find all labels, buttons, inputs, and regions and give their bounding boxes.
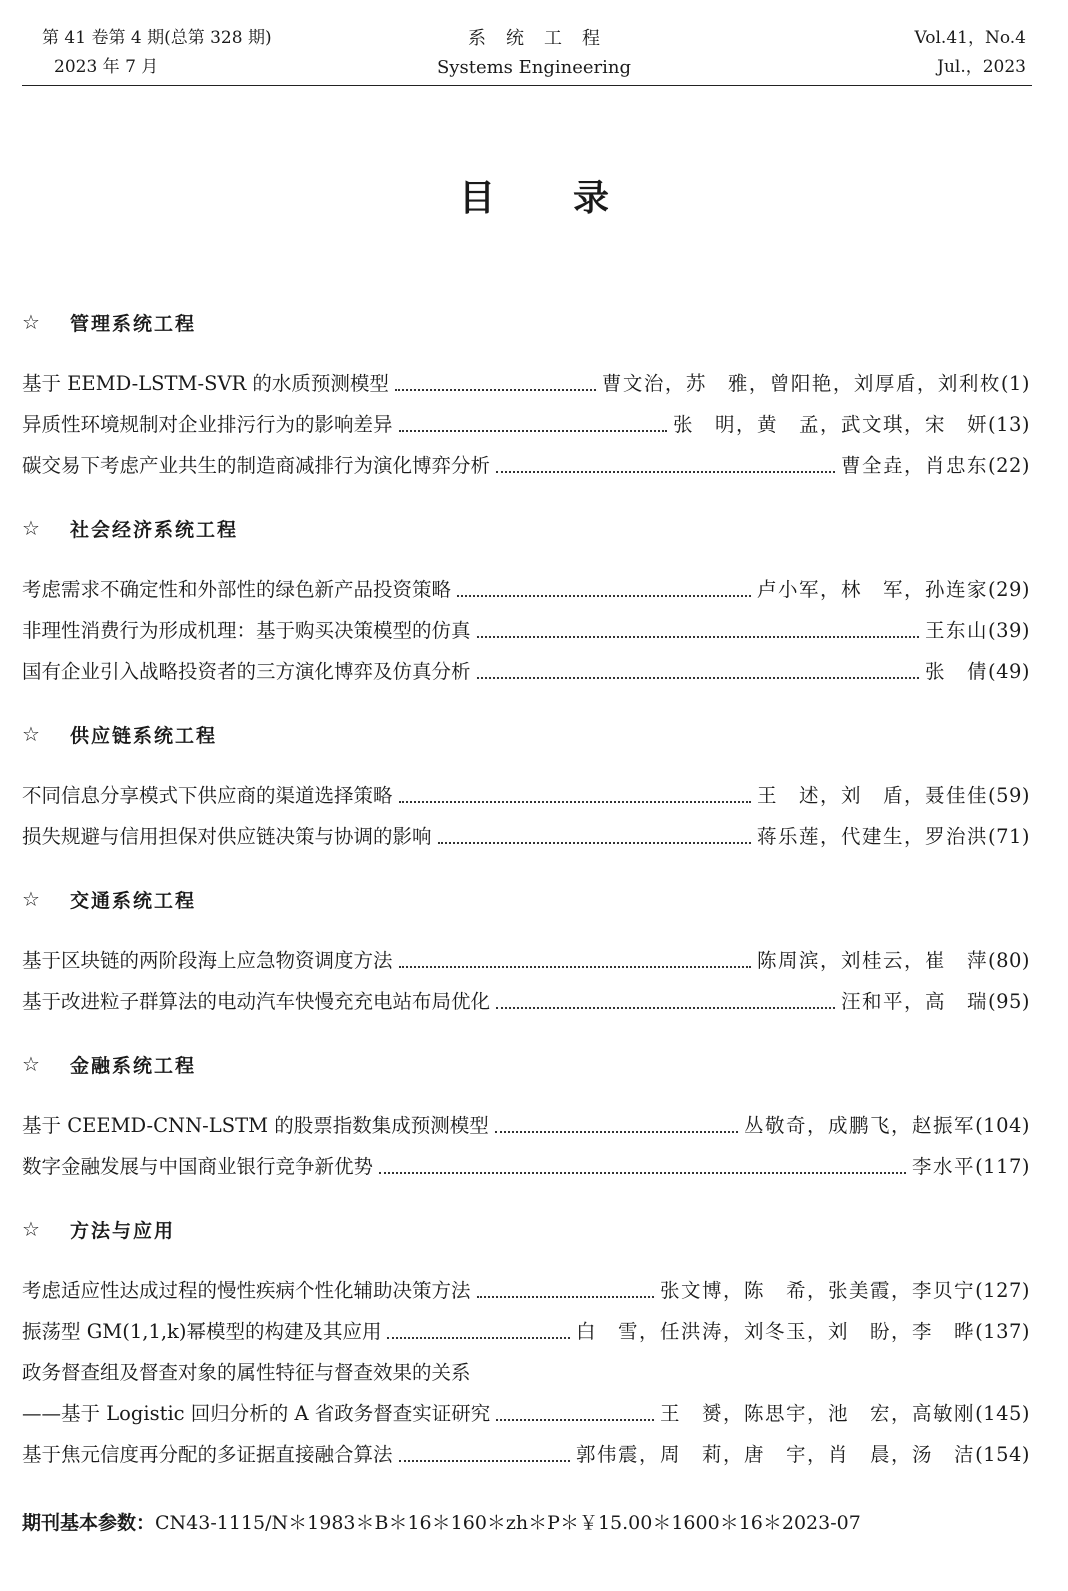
toc-section	[22, 877, 1030, 1042]
article-title: 基于 EEMD-LSTM-SVR 的水质预测模型	[22, 372, 389, 395]
header-volume-en	[915, 24, 1026, 82]
toc-entry	[22, 940, 1030, 981]
dot-leader	[395, 389, 596, 391]
article-page: (145)	[975, 1402, 1030, 1425]
toc-entry	[22, 445, 1030, 486]
section-name: 管理系统工程	[70, 312, 197, 335]
dot-leader	[495, 1131, 738, 1133]
dot-leader	[496, 1419, 654, 1421]
article-page: (29)	[987, 578, 1030, 601]
toc-entry	[22, 1270, 1030, 1311]
header-date-cn: 2023 年 7 月	[54, 57, 159, 77]
article-page: (22)	[987, 454, 1030, 477]
toc-entry	[22, 1434, 1030, 1475]
star-icon: ☆	[22, 1217, 42, 1241]
section-name: 社会经济系统工程	[70, 518, 239, 541]
toc-section	[22, 712, 1030, 877]
star-icon: ☆	[22, 1052, 42, 1076]
article-title: 不同信息分享模式下供应商的渠道选择策略	[22, 784, 393, 807]
table-of-contents	[22, 300, 1030, 1495]
article-page: (80)	[987, 949, 1030, 972]
article-title: ——基于 Logistic 回归分析的 A 省政务督查实证研究	[22, 1402, 491, 1425]
toc-section	[22, 506, 1030, 712]
toc-entry	[22, 1146, 1030, 1187]
article-authors: 卢小军，林 军，孙连家	[756, 578, 988, 601]
article-authors: 蒋乐莲，代建生，罗治洪	[756, 825, 988, 848]
toc-entry	[22, 651, 1030, 692]
section-name: 交通系统工程	[70, 889, 197, 912]
article-title: 异质性环境规制对企业排污行为的影响差异	[22, 413, 393, 436]
article-authors: 王东山	[924, 619, 988, 642]
dot-leader	[457, 595, 751, 597]
page-header	[22, 18, 1046, 88]
dot-leader	[399, 966, 751, 968]
section-heading	[22, 1207, 1030, 1251]
journal-name-en: Systems Engineering	[436, 57, 632, 78]
section-heading	[22, 1042, 1030, 1086]
dot-leader	[387, 1337, 570, 1339]
star-icon: ☆	[22, 887, 42, 911]
article-title: 国有企业引入战略投资者的三方演化博弈及仿真分析	[22, 660, 471, 683]
toc-entry	[22, 1311, 1030, 1352]
toc-entry	[22, 1105, 1030, 1146]
article-page: (117)	[975, 1155, 1030, 1178]
toc-entry	[22, 610, 1030, 651]
article-page: (1)	[1000, 372, 1030, 395]
article-title: 考虑需求不确定性和外部性的绿色新产品投资策略	[22, 578, 452, 601]
article-authors: 李水平	[912, 1155, 976, 1178]
dot-leader	[399, 1460, 571, 1462]
article-authors: 白 雪，任洪涛，刘冬玉，刘 盼，李 晔	[576, 1320, 976, 1343]
dot-leader	[399, 430, 667, 432]
toc-entry	[22, 981, 1030, 1022]
article-authors: 张文博，陈 希，张美霞，李贝宁	[660, 1279, 976, 1302]
journal-name-cn: 系统工程	[468, 28, 620, 49]
toc-title: 目录	[458, 178, 687, 219]
header-vol-no: Vol.41，No.4	[914, 28, 1026, 48]
dot-leader	[379, 1172, 906, 1174]
header-journal-name	[22, 24, 1046, 82]
article-authors: 张 明，黄 孟，武文琪，宋 妍	[672, 413, 988, 436]
toc-entry	[22, 363, 1030, 404]
article-authors: 汪和平，高 瑞	[840, 990, 988, 1013]
section-heading	[22, 506, 1030, 550]
article-authors: 陈周滨，刘桂云，崔 萍	[756, 949, 988, 972]
toc-section	[22, 1207, 1030, 1495]
article-page: (137)	[975, 1320, 1030, 1343]
article-authors: 曹文治，苏 雅，曾阳艳，刘厚盾，刘利枚	[601, 372, 1001, 395]
header-volume-issue: 第 41 卷第 4 期(总第 328 期)	[42, 28, 272, 48]
section-name: 供应链系统工程	[70, 724, 218, 747]
dot-leader	[477, 1296, 655, 1298]
article-title: 基于改进粒子群算法的电动汽车快慢充充电站布局优化	[22, 990, 491, 1013]
journal-parameters-value: CN43-1115/N＊1983＊B＊16＊160＊zh＊P＊￥15.00＊1600＊16＊2023-07	[155, 1512, 861, 1534]
article-title: 基于 CEEMD-CNN-LSTM 的股票指数集成预测模型	[22, 1114, 489, 1137]
section-heading	[22, 712, 1030, 756]
header-rule	[22, 85, 1032, 86]
toc-entry	[22, 816, 1030, 857]
section-heading	[22, 300, 1030, 344]
article-authors: 王 述，刘 盾，聂佳佳	[756, 784, 988, 807]
toc-entry	[22, 404, 1030, 445]
article-page: (13)	[987, 413, 1030, 436]
star-icon: ☆	[22, 722, 42, 746]
article-title: 考虑适应性达成过程的慢性疾病个性化辅助决策方法	[22, 1279, 471, 1302]
article-title: 基于区块链的两阶段海上应急物资调度方法	[22, 949, 393, 972]
article-page: (104)	[975, 1114, 1030, 1137]
toc-section	[22, 300, 1030, 506]
toc-entry	[22, 775, 1030, 816]
article-title: 碳交易下考虑产业共生的制造商减排行为演化博弈分析	[22, 454, 491, 477]
toc-entry	[22, 1393, 1030, 1434]
journal-parameters	[22, 1508, 861, 1535]
article-page: (154)	[975, 1443, 1030, 1466]
section-name: 方法与应用	[70, 1219, 176, 1242]
toc-entry	[22, 569, 1030, 610]
article-authors: 张 倩	[924, 660, 988, 683]
article-title: 基于焦元信度再分配的多证据直接融合算法	[22, 1443, 393, 1466]
section-heading	[22, 877, 1030, 921]
dot-leader	[496, 1007, 835, 1009]
dot-leader	[477, 636, 919, 638]
dot-leader	[438, 842, 751, 844]
article-authors: 丛敬奇，成鹏飞，赵振军	[744, 1114, 976, 1137]
article-authors: 王 赟，陈思宇，池 宏，高敏刚	[660, 1402, 976, 1425]
article-page: (39)	[987, 619, 1030, 642]
dot-leader	[399, 801, 751, 803]
article-title: 非理性消费行为形成机理：基于购买决策模型的仿真	[22, 619, 471, 642]
article-page: (49)	[987, 660, 1030, 683]
article-page: (127)	[975, 1279, 1030, 1302]
journal-parameters-label: 期刊基本参数：	[22, 1512, 156, 1534]
header-date-en: Jul.，2023	[937, 57, 1026, 77]
article-title: 数字金融发展与中国商业银行竞争新优势	[22, 1155, 374, 1178]
article-title: 振荡型 GM(1,1,k)幂模型的构建及其应用	[22, 1320, 382, 1343]
article-authors: 曹全垚，肖忠东	[840, 454, 988, 477]
article-page: (59)	[987, 784, 1030, 807]
star-icon: ☆	[22, 516, 42, 540]
star-icon: ☆	[22, 310, 42, 334]
section-name: 金融系统工程	[70, 1054, 197, 1077]
article-title: 损失规避与信用担保对供应链决策与协调的影响	[22, 825, 432, 848]
toc-entry	[22, 1352, 1030, 1393]
dot-leader	[496, 471, 835, 473]
article-page: (71)	[987, 825, 1030, 848]
dot-leader	[477, 677, 919, 679]
article-page: (95)	[987, 990, 1030, 1013]
toc-section	[22, 1042, 1030, 1207]
article-authors: 郭伟震，周 莉，唐 宇，肖 晨，汤 洁	[576, 1443, 976, 1466]
article-title: 政务督查组及督查对象的属性特征与督查效果的关系	[22, 1361, 471, 1384]
